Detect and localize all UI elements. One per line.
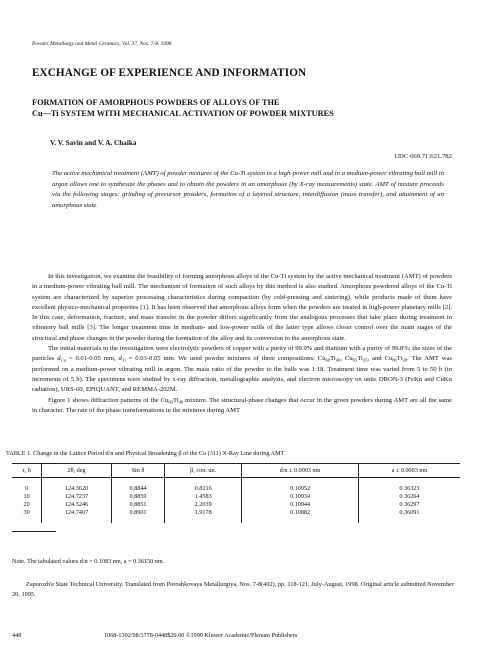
table-cell: 1.4583 (165, 493, 242, 501)
article-title (32, 97, 452, 119)
table-row (12, 478, 460, 494)
table-row (12, 493, 460, 501)
authors: V. V. Savin and V. A. Chaika (50, 139, 137, 147)
table-rule (12, 531, 56, 532)
table-header-row (12, 464, 460, 478)
col-header: Sin θ (111, 464, 164, 478)
journal-reference: Powder Metallurgy and Metal Ceramics, Vol. 37, Nos. 7-8, 1998 (32, 41, 172, 47)
col-header: a ± 0.0003 nm (358, 464, 460, 478)
table-cell: 0.10944 (242, 501, 359, 509)
table-cell: 124.7237 (42, 493, 112, 501)
body-text (32, 272, 452, 416)
col-header: β, con. un. (165, 464, 242, 478)
table-cell: 0.36297 (399, 501, 420, 508)
table-cell: 0.36264 (399, 493, 420, 500)
col-header: τ, h (12, 464, 42, 478)
table-cell: 0.8859 (111, 493, 164, 501)
paragraph-3: Figure 1 shows diffraction patterns of the $Cu_{60}Ti_{40}$ mixture. The structural-phase changes that occur in the given powders during AMT are all the same in character. The rate of the phase transformations in the mixtures during AMT (32, 396, 452, 414)
table-cell: 124.3620 (42, 478, 112, 494)
table-cell: 124.7407 (42, 509, 112, 523)
paragraph-2: The initial materials in the investigation were electrolytic powders of copper with a purity of 99.9% and titanium with a purity of 99.8%; the sizes of the particles $d_{Cu} = 0.01-0.05$ mm, $d_{Ti} = 0.03-0.05$ mm. We used powder mixtures of three compositions: $Cu_{60}Ti_{40}$, $Cu_{65}Ti_{35}$, and $Cu_{80}Ti_{20}$. The AMT was performed on a medium-power vibrating mill in argon. The mass ratio of the powder to the balls was 1:18. Treatment time was varied from 5 to 50 h (in increments of 5 h). The specimens were studied by x-ray diffraction, metallographic analysis, and electron microscopy on units DRON-3 (FeKα and CuKα radiation), URS-60, EPIQUANT, and REMMA-202M. (32, 345, 452, 394)
title-line-1: FORMATION OF AMORPHOUS POWDERS OF ALLOYS OF THE (32, 98, 280, 107)
table-cell: 0.8216 (165, 478, 242, 494)
lattice-table (12, 463, 460, 523)
table-cell: 0.36323 (399, 485, 420, 492)
table-note: Note. The tabulated values d/n = 0.1083 nm, a = 0.36150 nm. (12, 558, 165, 565)
issn-line: 1068-1302/98/3778-0448$20.00 ©1999 Kluwer Academic/Plenum Publishers (104, 632, 298, 639)
paragraph-1: In this investigation, we examine the feasibility of forming amorphous alloys of the Cu-Ti system by the active mechanical treatment (AMT) of powders in a medium-power vibrating ball mill. The mechanism of formation of such alloys by this method is also studied. Amorphous powdered alloys of the Cu-Ti system are characterized by superior processing characteristics during compaction (by cold-pressing and sintering), while products made of them have excellent physico-mechanical properties [1]. It has been observed that amorphous alloys form when the powders are treated in high-power planetary mills [2]. In this case, deformation, fracture, and mass transfer in the powder differs significantly from the analogous processes that take place during treatment in vibratory ball mills [3]. The longer treatment time in medium- and low-power mills of the latter type allows closer control over the main stages of the structural and phase changes in the powder during the formation of the alloy and its conversion to the amorphous state. (32, 273, 452, 342)
col-header: 2θ, deg (42, 464, 112, 478)
abstract: The active mechanical treatment (AMT) of powder mixtures of the Cu-Ti system in a high-power mill and in a medium-power vibrating ball mill in argon allows one to synthesize the phases and to obtain the powders in an amorphous (by X-ray measurements) state. AMT of mixture proceeds via the following stages: grinding of precursor powders, formation of a layered structure, interdiffusion (mass transfer), and attainment of an amorphous state. (52, 170, 444, 209)
section-heading: EXCHANGE OF EXPERIENCE AND INFORMATION (32, 67, 307, 79)
table-caption: TABLE 1. Change in the Lattice Period d/n and Physical Broadening β of the Cu (311) X-Ray Line during AMT (6, 450, 285, 457)
affiliation-note (12, 580, 460, 600)
table-row (12, 501, 460, 509)
udc-code: UDC 669.71:621.782 (394, 153, 452, 160)
table-cell: 2.2039 (165, 501, 242, 509)
table-cell: 0.10934 (242, 493, 359, 501)
table-cell: 0.8901 (111, 509, 164, 523)
table-cell: 0 (12, 478, 42, 494)
page-number: 448 (12, 632, 22, 639)
table-cell: 0.36091 (399, 509, 420, 516)
table-cell: 124.5246 (42, 501, 112, 509)
table-cell: 10 (12, 493, 42, 501)
table-cell: 20 (12, 501, 42, 509)
table-row (12, 509, 460, 523)
table-cell: 0.8844 (111, 478, 164, 494)
table-cell: 0.10882 (242, 509, 359, 523)
title-line-2: Cu—Ti SYSTEM WITH MECHANICAL ACTIVATION OF POWDER MIXTURES (32, 109, 334, 118)
affiliation-text: Zaporozh'e State Technical University. Translated from Poroshkovaya Metallurgiya, Nos. 7-8(402), pp. 118-121, July-August, 1998. Original article submitted November 20, 1995. (12, 581, 454, 598)
col-header: d/n ± 0.0003 nm (242, 464, 359, 478)
table-cell: 0.10952 (242, 478, 359, 494)
table-cell: 0.8851 (111, 501, 164, 509)
table-cell: 1.9178 (165, 509, 242, 523)
article-page (6, 0, 454, 660)
table-cell: 30 (12, 509, 42, 523)
